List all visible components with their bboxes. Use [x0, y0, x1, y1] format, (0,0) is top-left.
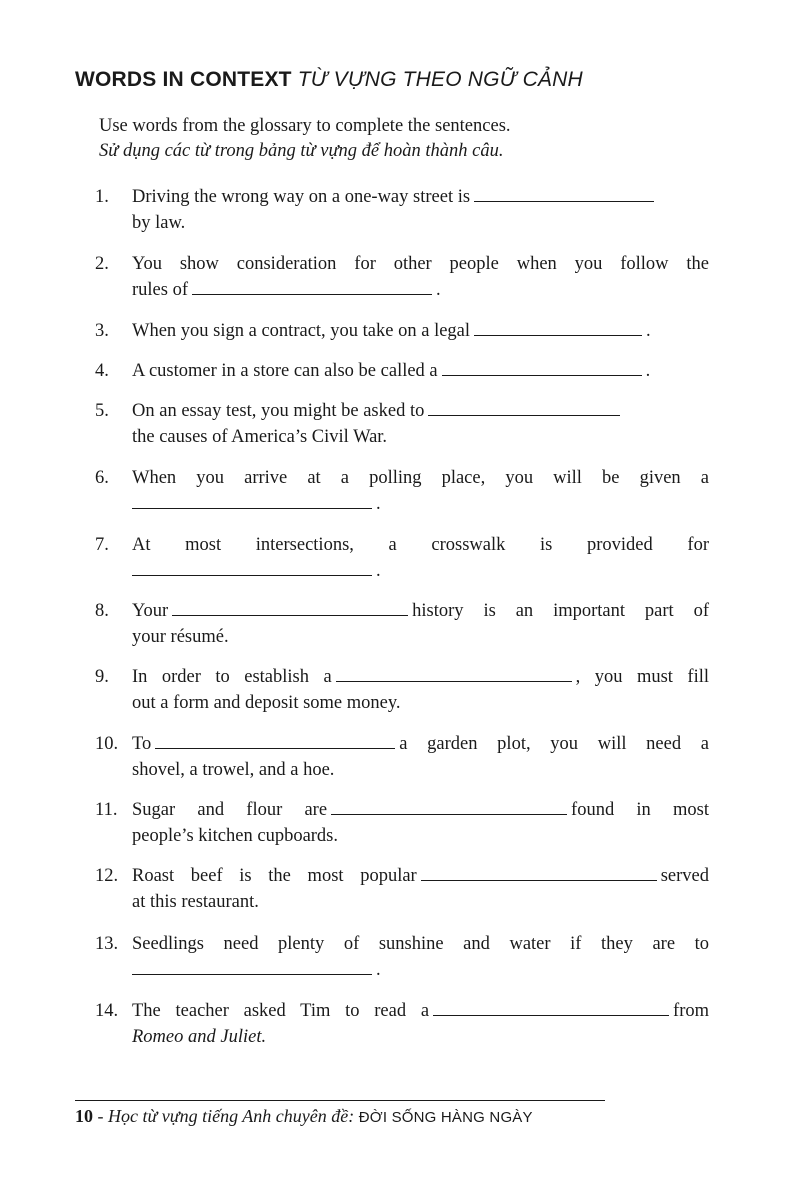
question-text: When you sign a contract, you take on a legal — [132, 321, 471, 341]
page-footer — [75, 1106, 533, 1127]
answer-blank[interactable] — [421, 863, 657, 881]
question-text-after-blank: history is an important part of — [412, 601, 709, 621]
question-text: Your — [132, 601, 169, 621]
question-6 — [95, 465, 709, 517]
instructions-vietnamese: Sử dụng các từ trong bảng từ vựng để hoàn thành câu. — [99, 141, 504, 161]
question-3 — [95, 318, 709, 344]
question-10 — [95, 731, 709, 783]
answer-blank[interactable] — [428, 398, 620, 416]
question-text-continued: Romeo and Juliet. — [132, 1027, 267, 1047]
heading-vietnamese: TỪ VỰNG THEO NGỮ CẢNH — [297, 68, 583, 91]
question-text: Driving the wrong way on a one-way street is — [132, 187, 471, 207]
question-number: 13. — [95, 934, 119, 954]
question-number: 5. — [95, 401, 109, 421]
question-text-after-blank: , you must fill — [575, 667, 709, 687]
question-text: On an essay test, you might be asked to — [132, 401, 425, 421]
question-text: Seedlings need plenty of sunshine and water if they are to — [132, 934, 709, 954]
book-title: Học từ vựng tiếng Anh chuyên đề: — [108, 1106, 355, 1126]
footer-divider — [75, 1100, 605, 1101]
question-text: Sugar and flour are — [132, 800, 328, 820]
question-text-continued: the causes of America’s Civil War. — [132, 427, 388, 447]
page-number: 10 — [75, 1106, 93, 1126]
instructions — [99, 114, 719, 164]
question-8 — [95, 598, 709, 650]
question-number: 2. — [95, 254, 109, 274]
footer-separator: - — [93, 1106, 108, 1126]
question-text-after-blank: from — [673, 1001, 709, 1021]
question-5 — [95, 398, 709, 450]
question-number: 6. — [95, 468, 109, 488]
answer-blank[interactable] — [192, 277, 432, 295]
question-text: When you arrive at a polling place, you will be given a — [132, 468, 709, 488]
question-number: 10. — [95, 734, 119, 754]
question-13 — [95, 931, 709, 983]
question-number: 9. — [95, 667, 109, 687]
answer-blank[interactable] — [172, 598, 408, 616]
answer-blank[interactable] — [132, 957, 372, 975]
question-text-after-blank: a garden plot, you will need a — [399, 734, 709, 754]
answer-blank[interactable] — [433, 998, 669, 1016]
answer-blank[interactable] — [442, 358, 642, 376]
question-11 — [95, 797, 709, 849]
question-text: You show consideration for other people when you follow the — [132, 254, 709, 274]
question-text: To — [132, 734, 152, 754]
question-text-after-blank: found in most — [571, 800, 709, 820]
question-text-continued: by law. — [132, 213, 186, 233]
question-text: At most intersections, a crosswalk is provided for — [132, 535, 709, 555]
question-text-continued: out a form and deposit some money. — [132, 693, 401, 713]
instructions-english: Use words from the glossary to complete the sentences. — [99, 116, 511, 136]
answer-blank[interactable] — [474, 184, 654, 202]
question-number: 8. — [95, 601, 109, 621]
question-number: 3. — [95, 321, 109, 341]
question-end: . — [376, 561, 381, 581]
question-number: 4. — [95, 361, 109, 381]
question-number: 14. — [95, 1001, 119, 1021]
question-text-continued: at this restaurant. — [132, 892, 259, 912]
question-text: Roast beef is the most popular — [132, 866, 417, 886]
answer-blank[interactable] — [331, 797, 567, 815]
question-14 — [95, 998, 709, 1050]
question-7 — [95, 532, 709, 584]
question-end: . — [436, 280, 441, 300]
question-text: In order to establish a — [132, 667, 332, 687]
question-end: . — [376, 494, 381, 514]
answer-blank[interactable] — [132, 558, 372, 576]
question-number: 12. — [95, 866, 119, 886]
answer-blank[interactable] — [155, 731, 395, 749]
question-text-continued: your résumé. — [132, 627, 229, 647]
book-topic: ĐỜI SỐNG HÀNG NGÀY — [358, 1109, 533, 1126]
question-text: The teacher asked Tim to read a — [132, 1001, 430, 1021]
question-2 — [95, 251, 709, 303]
question-text-continued: shovel, a trowel, and a hoe. — [132, 760, 335, 780]
question-9 — [95, 664, 709, 716]
question-text: A customer in a store can also be called a — [132, 361, 438, 381]
answer-blank[interactable] — [474, 318, 642, 336]
question-number: 11. — [95, 800, 118, 820]
question-text-continued: people’s kitchen cupboards. — [132, 826, 339, 846]
question-4 — [95, 358, 709, 384]
question-text-after-blank: served — [660, 866, 709, 886]
question-number: 1. — [95, 187, 109, 207]
question-end: . — [645, 361, 651, 381]
heading-english: WORDS IN CONTEXT — [75, 68, 292, 91]
answer-blank[interactable] — [132, 491, 372, 509]
question-1 — [95, 184, 709, 236]
question-12 — [95, 863, 709, 915]
question-end: . — [646, 321, 651, 341]
question-text-continued: rules of — [132, 280, 188, 300]
answer-blank[interactable] — [336, 664, 572, 682]
section-heading — [75, 68, 583, 92]
question-end: . — [376, 960, 381, 980]
question-number: 7. — [95, 535, 109, 555]
